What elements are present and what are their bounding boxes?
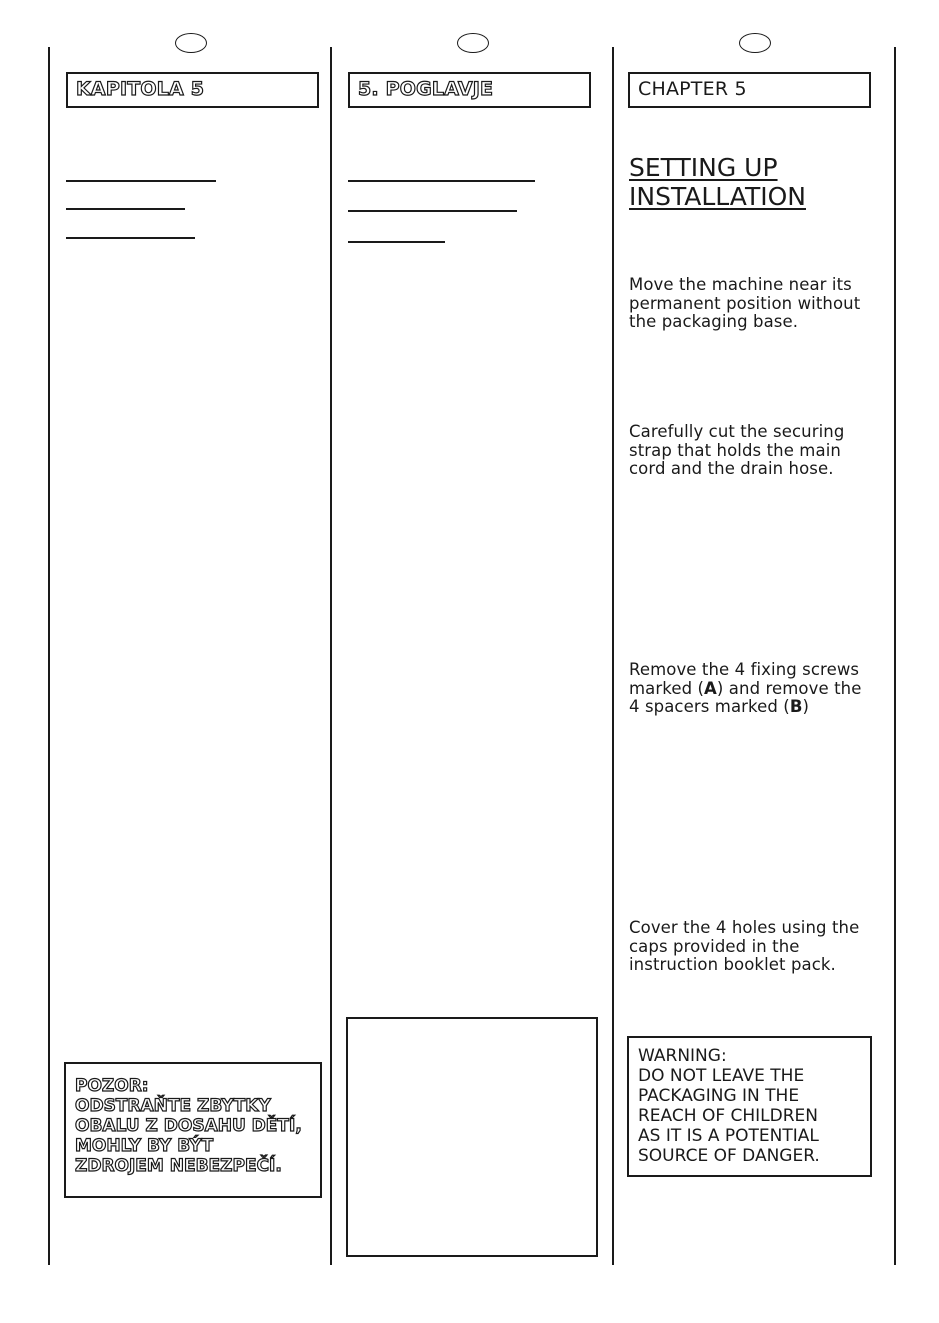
chapter-title-slovenian-text: 5. POGLAVJE bbox=[358, 78, 494, 100]
warning-box-czech bbox=[64, 1062, 322, 1198]
warning-line-czech-1: POZOR: bbox=[75, 1076, 149, 1096]
section-heading-english bbox=[629, 153, 806, 211]
warning-box-english bbox=[627, 1036, 872, 1177]
warning-line-english-6: SOURCE OF DANGER. bbox=[638, 1146, 820, 1166]
chapter-title-english bbox=[628, 72, 871, 108]
paragraph-remove-screws-part3: ) bbox=[802, 697, 810, 716]
language-marker-slovenian bbox=[457, 33, 489, 53]
warning-box-slovenian bbox=[346, 1017, 598, 1257]
column-divider-right bbox=[894, 47, 896, 1265]
warning-line-czech-2: ODSTRAŇTE ZBYTKY bbox=[75, 1096, 271, 1116]
heading-underline-slovenian-2 bbox=[348, 210, 517, 212]
column-divider-3 bbox=[612, 47, 614, 1265]
language-marker-english bbox=[739, 33, 771, 53]
paragraph-remove-screws bbox=[629, 661, 877, 717]
warning-line-czech-3: OBALU Z DOSAHU DĚTÍ, bbox=[75, 1116, 302, 1136]
language-marker-czech bbox=[175, 33, 207, 53]
warning-line-english-5: AS IT IS A POTENTIAL bbox=[638, 1126, 819, 1146]
paragraph-move-machine: Move the machine near its permanent position without the packaging base. bbox=[629, 275, 861, 331]
chapter-title-english-text: CHAPTER 5 bbox=[638, 78, 747, 100]
heading-underline-slovenian-1 bbox=[348, 180, 535, 182]
chapter-title-slovenian bbox=[348, 72, 591, 108]
warning-line-english-3: PACKAGING IN THE bbox=[638, 1086, 800, 1106]
paragraph-remove-screws-part2: ) and remove the 4 spacers marked ( bbox=[629, 678, 862, 716]
paragraph-cover-holes: Cover the 4 holes using the caps provided in the instruction booklet pack. bbox=[629, 918, 860, 974]
warning-line-english-4: REACH OF CHILDREN bbox=[638, 1106, 819, 1126]
paragraph-remove-screws-part1: Remove the 4 fixing screws marked ( bbox=[629, 660, 860, 698]
heading-underline-czech-2 bbox=[66, 208, 185, 210]
paragraph-cut-strap: Carefully cut the securing strap that holds the main cord and the drain hose. bbox=[629, 422, 845, 478]
chapter-title-czech-text: KAPITOLA 5 bbox=[76, 78, 205, 100]
warning-line-czech-4: MOHLY BY BÝT bbox=[75, 1136, 214, 1156]
heading-underline-slovenian-3 bbox=[348, 241, 445, 243]
heading-underline-czech-1 bbox=[66, 180, 216, 182]
warning-line-english-1: WARNING: bbox=[638, 1046, 727, 1066]
heading-underline-czech-3 bbox=[66, 237, 195, 239]
heading-line-setting-up: SETTING UP bbox=[629, 153, 778, 182]
chapter-title-czech bbox=[66, 72, 319, 108]
warning-line-czech-5: ZDROJEM NEBEZPEČÍ. bbox=[75, 1156, 282, 1176]
column-divider-2 bbox=[330, 47, 332, 1265]
heading-line-installation: INSTALLATION bbox=[629, 182, 806, 211]
warning-line-english-2: DO NOT LEAVE THE bbox=[638, 1066, 805, 1086]
label-a: A bbox=[704, 678, 717, 698]
label-b: B bbox=[789, 697, 803, 716]
column-divider-left bbox=[48, 47, 50, 1265]
